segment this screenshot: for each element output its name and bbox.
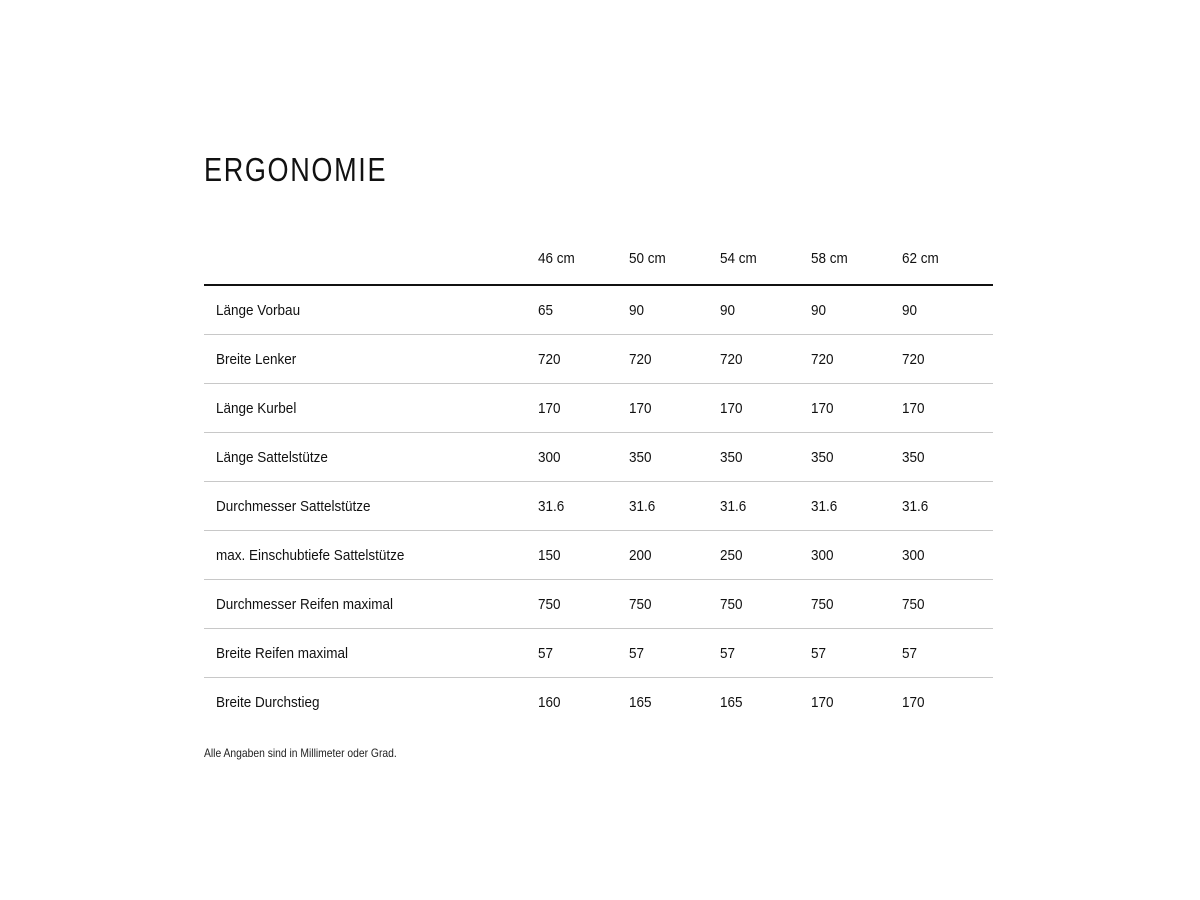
value-cell: 350 [720, 433, 811, 482]
value-cell: 150 [538, 531, 629, 580]
value-cell: 170 [902, 384, 993, 433]
value-cell: 750 [538, 580, 629, 629]
value-cell: 57 [811, 629, 902, 678]
table-body [204, 285, 993, 726]
value-cell: 57 [720, 629, 811, 678]
value-cell: 300 [902, 531, 993, 580]
value-cell: 170 [811, 384, 902, 433]
value-cell: 250 [720, 531, 811, 580]
footnote: Alle Angaben sind in Millimeter oder Grad. [204, 746, 397, 760]
value-cell: 90 [902, 285, 993, 335]
ergonomics-section [204, 150, 980, 760]
value-cell: 720 [720, 335, 811, 384]
value-cell: 31.6 [720, 482, 811, 531]
table-header-row [204, 234, 993, 285]
value-cell: 300 [811, 531, 902, 580]
value-cell: 160 [538, 693, 561, 711]
value-cell: 57 [538, 629, 629, 678]
table-row [204, 482, 993, 531]
value-cell: 750 [811, 580, 902, 629]
ergonomics-table [204, 234, 993, 726]
value-cell: 170 [811, 693, 834, 711]
size-header: 50 cm [629, 234, 720, 285]
value-cell: 750 [629, 580, 720, 629]
table-row [204, 433, 993, 482]
size-header: 62 cm [902, 234, 993, 285]
row-label: Durchmesser Reifen maximal [204, 580, 538, 629]
size-header: 46 cm [538, 234, 629, 285]
value-cell: 65 [538, 285, 629, 335]
value-cell: 350 [902, 433, 993, 482]
table-row [204, 384, 993, 433]
row-label: Breite Reifen maximal [204, 629, 538, 678]
table-row [204, 629, 993, 678]
row-label: Länge Sattelstütze [204, 433, 538, 482]
value-cell: 170 [629, 384, 720, 433]
row-label: Breite Lenker [204, 335, 538, 384]
header-empty-cell [204, 234, 538, 285]
value-cell: 750 [720, 580, 811, 629]
value-cell: 57 [629, 629, 720, 678]
value-cell: 720 [811, 335, 902, 384]
row-label: Länge Kurbel [204, 384, 538, 433]
value-cell: 300 [538, 433, 629, 482]
size-header: 54 cm [720, 234, 811, 285]
value-cell: 90 [811, 285, 902, 335]
value-cell: 350 [811, 433, 902, 482]
row-label: Durchmesser Sattelstütze [204, 482, 538, 531]
row-label: Länge Vorbau [204, 285, 538, 335]
value-cell: 720 [538, 335, 629, 384]
row-label: Breite Durchstieg [216, 693, 320, 711]
value-cell: 750 [902, 580, 993, 629]
table-row [204, 531, 993, 580]
size-header: 58 cm [811, 234, 902, 285]
value-cell: 31.6 [538, 482, 629, 531]
row-label: max. Einschubtiefe Sattelstütze [204, 531, 538, 580]
value-cell: 350 [629, 433, 720, 482]
value-cell: 165 [629, 693, 652, 711]
value-cell: 720 [902, 335, 993, 384]
table-row [204, 335, 993, 384]
value-cell: 200 [629, 531, 720, 580]
table-row [204, 285, 993, 335]
value-cell: 31.6 [629, 482, 720, 531]
value-cell: 57 [902, 629, 993, 678]
value-cell: 31.6 [811, 482, 902, 531]
value-cell: 170 [720, 384, 811, 433]
value-cell: 90 [720, 285, 811, 335]
section-title: ERGONOMIE [204, 151, 388, 188]
value-cell: 31.6 [902, 482, 993, 531]
table-row [204, 580, 993, 629]
value-cell: 170 [538, 384, 629, 433]
value-cell: 165 [720, 693, 743, 711]
value-cell: 720 [629, 335, 720, 384]
value-cell: 90 [629, 285, 720, 335]
table-row [204, 678, 993, 727]
value-cell: 170 [902, 693, 925, 711]
